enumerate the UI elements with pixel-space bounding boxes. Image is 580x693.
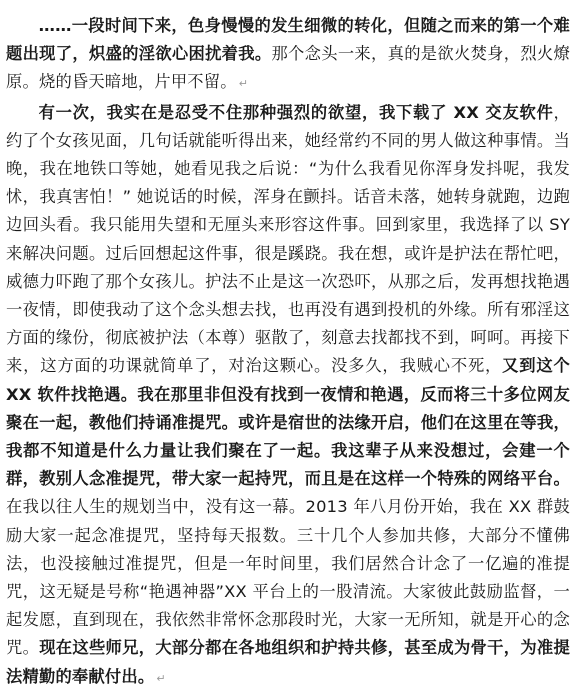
paragraph-1-text: 那个念头一来，真的是欲火焚身，烈火燎原。烧的昏天暗地，片甲不留。 (6, 44, 571, 92)
paragraph-1-bold-text: ……一段时间下来，色身慢慢的发生细微的转化，但随之而来的第一个难题出现了，炽盛的淫欲心困扰着我。 (6, 16, 570, 64)
paragraph-mark-icon: ↵ (238, 77, 249, 91)
paragraph-2 (6, 99, 570, 693)
paragraph-mark-icon: ↵ (156, 671, 166, 685)
paragraph-2-story-text: ，约了个女孩见面，几句话就能听得出来，她经常约不同的男人做这种事情。当晚，我在地铁口等她，她看见我之后说：“为什么我看见你浑身发抖呢，我发怵，我真害怕！” 她说话的时候，浑身在颤抖。话音未落，她转身就跑，边跑边回头看。我只能用失望和无厘头来形容这件事。回到家里，我选择了以 SY 来解决问题。过后回想起这件事，很是蹊跷。我在想，或许是护法在帮忙吧，威德力吓跑了那个女孩儿。护法不止是这一次恐吓，从那之后，发再想找艳遇一夜情，即使我动了这个念头想去找，也再没有遇到投机的外缘。所有邪淫这方面的缘份，彻底被护法（本尊）驱散了，刻意去找都找不到，呵呵。再接下来，这方面的功课就简单了，对治这颗心。没多久，我贼心不死， (6, 102, 570, 376)
paragraph-2-practice-text: 在我以往人生的规划当中，没有这一幕。2013 年八月份开始，我在 XX 群鼓励大家一起念准提咒，坚持每天报数。三十几个人参加共修，大部分不懂佛法，也没接触过准提咒，但是一年时间里，我们居然合计念了一亿遍的准提咒，这无疑是号称“艳遇神器”XX 平台上的一股清流。大家彼此鼓励监督，一起发愿，直到现在，我依然非常怀念那段时光，大家一无所知，就是开心的念咒。 (6, 497, 570, 658)
paragraph-2-bold-closing: 现在这些师兄，大部分都在各地组织和护持共修，甚至成为骨干，为准提法精勤的奉献付出。 (6, 638, 570, 686)
paragraph-2-bold-opening: 有一次，我实在是忍受不住那种强烈的欲望，我下载了 XX 交友软件 (38, 102, 554, 122)
paragraph-1 (6, 12, 570, 99)
paragraph-2-bold-group-text: 又到这个 XX 软件找艳遇。我在那里非但没有找到一夜情和艳遇，反而将三十多位网友聚在一起，教他们持诵准提咒。或许是宿世的法缘开启，他们在这里在等我，我都不知道是什么力量让我们聚在了一起。我这辈子从来没想过，会建一个群，教别人念准提咒，带大家一起持咒，而且是在这样一个特殊的网络平台。 (6, 356, 570, 489)
